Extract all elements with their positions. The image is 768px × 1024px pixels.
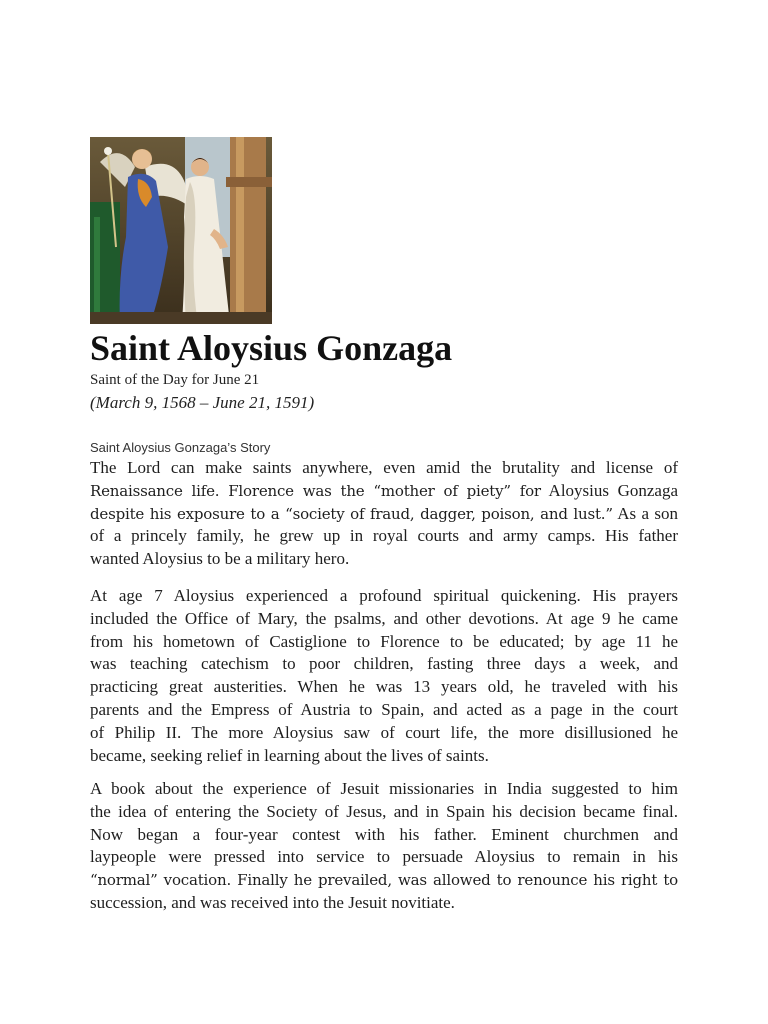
line-text: parents and the Empress of Austria to Spain, and acted as a page in the court — [90, 699, 678, 719]
paragraph-line — [90, 608, 678, 631]
line-text: Now began a four-year contest with his father. Eminent churchmen and — [90, 824, 678, 844]
story-paragraph-3 — [90, 778, 678, 915]
paragraph-line — [90, 869, 678, 892]
story-paragraph-2 — [90, 585, 678, 767]
paragraph-line — [90, 846, 678, 869]
paragraph-line — [90, 457, 678, 480]
paragraph-line — [90, 631, 678, 654]
line-text: Aloysius Gonzaga — [540, 480, 678, 500]
painting-of-angel-and-saint-image — [90, 137, 272, 324]
line-text: Renaissance life. Florence was the “mother of piety” for — [90, 481, 541, 500]
line-text: At age 7 Aloysius experienced a profound spiritual quickening. His prayers — [90, 586, 678, 605]
paragraph-line — [90, 824, 678, 847]
line-text: of a princely family, he grew up in royal courts and army camps. His father — [90, 526, 678, 546]
paragraph-line — [90, 699, 678, 722]
paragraph-line — [90, 745, 678, 768]
paragraph-line — [90, 653, 678, 676]
line-text: practicing great austerities. When he was 13 years old, he traveled with his — [90, 677, 678, 697]
line-text: despite his exposure to a “society of fraud, dagger, poison, and lust.” — [90, 504, 613, 523]
line-text: included the Office of Mary, the psalms, and other devotions. At age 9 he came — [90, 608, 678, 628]
line-text: laypeople were pressed into service to persuade Aloysius to remain in his — [90, 847, 678, 867]
line-text: from his hometown of Castiglione to Florence to be educated; by age 11 he — [90, 631, 678, 651]
paragraph-line — [90, 778, 678, 801]
paragraph-line — [90, 503, 678, 526]
line-text: succession, and was received into the Jesuit novitiate. — [90, 892, 455, 912]
page-title: Saint Aloysius Gonzaga — [90, 328, 453, 368]
line-text: As a son — [612, 503, 678, 523]
line-text: wanted Aloysius to be a military hero. — [90, 549, 350, 569]
paragraph-line — [90, 722, 678, 745]
paragraph-line — [90, 892, 678, 915]
story-heading: Saint Aloysius Gonzaga’s Story — [90, 440, 271, 455]
life-dates: (March 9, 1568 – June 21, 1591) — [90, 393, 315, 412]
paragraph-line — [90, 585, 678, 608]
paragraph-line — [90, 676, 678, 699]
line-text: became, seeking relief in learning about the lives of saints. — [90, 745, 489, 765]
line-text: “normal” vocation. Finally he prevailed, was allowed to renounce his right to — [90, 871, 678, 890]
line-text: The Lord can make saints anywhere, even amid the brutality and license of — [90, 458, 678, 477]
paragraph-line — [90, 801, 678, 824]
paragraph-line — [90, 548, 678, 571]
saint-of-the-day-subtitle: Saint of the Day for June 21 — [90, 372, 260, 388]
line-text: was teaching catechism to poor children, fasting three days a week, and — [90, 654, 678, 674]
line-text: of Philip II. The more Aloysius saw of court life, the more disillusioned he — [90, 722, 678, 742]
paragraph-line — [90, 525, 678, 548]
line-text: the idea of entering the Society of Jesus, and in Spain his decision became final. — [90, 801, 678, 821]
paragraph-line — [90, 480, 678, 503]
line-text: A book about the experience of Jesuit missionaries in India suggested to him — [90, 779, 678, 798]
story-paragraph-1 — [90, 457, 678, 571]
